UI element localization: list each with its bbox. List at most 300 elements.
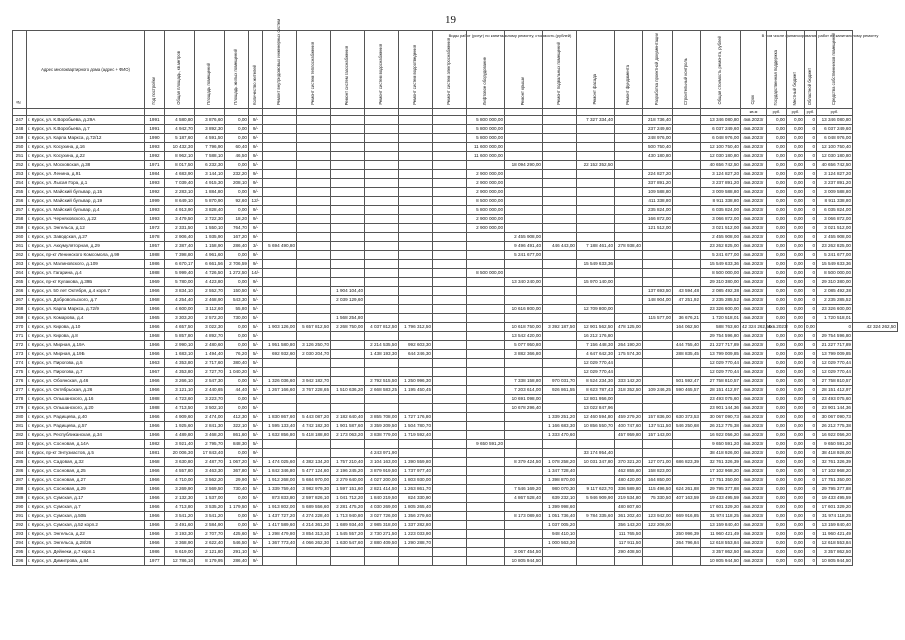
table-cell: 4кв.2023г [741,331,767,340]
column-header [643,31,673,109]
table-cell [399,358,433,367]
table-cell: 16 922 056,20 [817,430,853,439]
table-cell: 281 [13,421,27,430]
table-cell: 42 324 262,50 [741,322,767,331]
table-cell [543,556,577,565]
table-cell: 0 [805,169,817,178]
table-cell [263,214,297,223]
table-cell: 7 546 169,20 [505,484,543,493]
table-cell: 1 040,20 [225,367,249,376]
table-cell: 1 339 251,20 [543,412,577,421]
table-cell: 208,10 [225,178,249,187]
table-cell: 0,00 [767,331,787,340]
table-cell: 0,00 [767,349,787,358]
table-cell: 5 418 188,80 [297,430,331,439]
table-cell [263,250,297,259]
table-cell: 4кв.2023г [741,538,767,547]
table-cell: 4 915,30 [195,178,225,187]
table-cell: 2 821 414,50 [365,484,399,493]
table-cell [543,367,577,376]
table-cell: 624 261,88 [673,484,701,493]
table-cell: 2 283,10 [165,187,195,196]
table-cell [297,367,331,376]
table-cell: 12 030 180,80 [701,151,741,160]
table-cell: 76,20 [225,349,249,358]
table-cell: 38 418 926,00 [817,448,853,457]
table-cell: 3 502,10 [195,403,225,412]
table-cell: 4 423,80 [195,277,225,286]
table-cell: 4кв.2023г [741,115,767,124]
table-cell: 4кв.2023г [741,556,767,565]
table-cell: 7 338 158,80 [505,376,543,385]
column-header-label: Ремонт крыши [520,76,526,105]
table-cell [543,439,577,448]
unit-cell [701,108,741,115]
table-cell: 0 [805,538,817,547]
table-cell: 2 196 245,20 [331,466,365,475]
table-cell [577,250,615,259]
table-cell: 0,00 [767,385,787,394]
table-cell: 5 999,40 [165,268,195,277]
table-cell: 5 946 909,90 [577,493,615,502]
column-header [297,31,331,109]
table-cell [673,466,701,475]
table-cell: 31 974 118,25 [701,511,741,520]
table-cell: 5 241 677,00 [701,250,741,259]
table-cell: 588 763,60 [701,322,741,331]
table-cell [467,241,505,250]
table-cell [543,403,577,412]
table-cell: 1 267 166,60 [263,385,297,394]
table-cell: 1 504 780,70 [399,421,433,430]
table-cell [673,142,701,151]
table-cell: 9/- [249,178,263,187]
table-cell: 235 824,00 [643,205,673,214]
table-cell [467,160,505,169]
table-cell: 0,00 [787,547,805,556]
table-cell [467,475,505,484]
table-cell: 0 [805,493,817,502]
table-cell: 1 326 036,60 [263,376,297,385]
table-cell: 0,00 [805,322,817,331]
table-cell: 2 900 000,00 [467,169,505,178]
table-cell: 0,00 [767,511,787,520]
table-cell: 4кв.2023г [741,295,767,304]
table-cell [399,313,433,322]
table-cell: 3 193,30 [165,529,195,538]
table-cell: 10 616 800,00 [505,304,543,313]
table-cell [577,439,615,448]
table-cell [543,295,577,304]
table-cell: 0 [805,502,817,511]
table-cell [263,142,297,151]
column-header [249,31,263,109]
table-cell [297,556,331,565]
table-cell [433,475,467,484]
unit-cell [249,108,263,115]
table-row [13,367,898,376]
table-cell: 1 398 870,00 [543,475,577,484]
table-cell: 2 030 204,70 [297,349,331,358]
column-header-label: Ремонт систем газоснабжения [344,45,350,105]
table-cell: 23 493 075,60 [817,394,853,403]
table-cell: 4 961,60 [195,250,225,259]
table-cell: 3 892,30 [195,124,225,133]
table-cell [543,232,577,241]
table-cell [467,250,505,259]
address-cell: г. Курск, ул. Майский бульвар, д.15 [27,187,145,196]
table-cell [433,142,467,151]
table-cell: 8 962,10 [165,151,195,160]
table-cell: 278 938,40 [615,241,643,250]
table-row [13,304,898,313]
table-cell: 4 647 642,30 [577,349,615,358]
table-cell: 9/- [249,556,263,565]
table-cell: 0,00 [787,187,805,196]
table-cell [673,268,701,277]
table-cell: 480 807,60 [615,502,643,511]
table-cell: 1 195 450,45 [399,385,433,394]
table-cell: 1 737 977,40 [399,466,433,475]
column-header-label: Государственная поддержка [773,49,779,105]
table-cell [263,196,297,205]
table-cell: 2 985 318,00 [365,520,399,529]
table-cell: 2 132,30 [165,493,195,502]
table-row [13,124,898,133]
table-cell: 730,00 [225,313,249,322]
table-cell [399,205,433,214]
table-cell: 247 [13,115,27,124]
table-cell: 0 [805,358,817,367]
column-header-label: Ремонт систем теплоснабжения [310,42,316,105]
table-cell: 1 537,00 [195,493,225,502]
table-cell: 9 496 491,40 [505,241,543,250]
table-row [13,448,898,457]
table-cell: 336 589,80 [615,484,643,493]
table-cell: 8 500 000,00 [817,268,853,277]
table-cell [399,331,433,340]
table-cell [365,232,399,241]
table-cell: 5 684 970,00 [297,475,331,484]
table-cell: 1 683,10 [165,349,195,358]
address-cell: г. Курск, ул. Ольшанского, д.20 [27,403,145,412]
table-cell [673,196,701,205]
table-cell: 0,00 [787,295,805,304]
column-header [673,31,701,109]
table-cell: 4 726,50 [195,268,225,277]
table-cell [331,448,365,457]
address-cell: г. Курск, ул. Черняховского, д.22 [27,214,145,223]
table-cell: 7 039,40 [165,178,195,187]
column-header-label: Средства собственников помещений [831,32,837,105]
table-cell [433,169,467,178]
table-cell: 0 [805,529,817,538]
table-cell: 283 [13,439,27,448]
table-cell [331,196,365,205]
table-cell [297,151,331,160]
table-cell: 0,00 [787,124,805,133]
table-cell [263,115,297,124]
table-cell: 4кв.2023г [741,421,767,430]
table-cell: 4кв.2023г [741,367,767,376]
table-cell: 12 029 770,44 [817,367,853,376]
table-cell: 457 959,80 [615,430,643,439]
table-cell: 0 [805,520,817,529]
table-cell [331,241,365,250]
table-cell: 2 900 000,00 [467,214,505,223]
table-cell: 3 269,90 [165,484,195,493]
table-cell: 0 [805,268,817,277]
table-cell [365,313,399,322]
table-cell [433,484,467,493]
table-cell: 5/- [249,520,263,529]
table-cell: 7 156 448,30 [577,340,615,349]
table-cell [467,430,505,439]
table-cell: 4кв.2023г [741,430,767,439]
table-cell [615,331,643,340]
table-cell [467,358,505,367]
table-cell: 0,00 [787,556,805,565]
address-cell: г. Курск, ул. Сосновая, д.25 [27,466,145,475]
table-cell: 12 100 750,40 [701,142,741,151]
table-cell: 400 747,60 [615,421,643,430]
table-cell [505,313,543,322]
table-cell [263,304,297,313]
table-cell: 137 511,50 [643,421,673,430]
table-cell: 1 925,60 [165,421,195,430]
address-cell: г. Курск, ул. Энгельса, д.28/26 [27,538,145,547]
table-cell: 1 339 759,40 [263,484,297,493]
table-cell: 2 455 908,00 [505,232,543,241]
works-header-note: Виды работ (услуг) по капитальному ремонту, стоимость (рублей) [448,33,572,38]
table-cell: 0,00 [787,511,805,520]
table-row [13,376,898,385]
table-cell: 3 882 366,80 [505,349,543,358]
table-cell: 5/- [249,529,263,538]
table-cell: 1968 [145,331,165,340]
table-cell: 0,00 [225,331,249,340]
table-cell [643,502,673,511]
table-cell: 0,00 [767,340,787,349]
column-header-label: Количество жителей [252,65,258,105]
table-cell: 4 723,60 [165,394,195,403]
table-cell: 33 174 954,40 [577,448,615,457]
table-cell: 0,00 [787,385,805,394]
table-cell [399,403,433,412]
table-cell: 861,60 [225,430,249,439]
table-cell [467,529,505,538]
table-cell: 4 214 361,20 [297,520,331,529]
table-cell: 0,00 [787,178,805,187]
table-cell: 0,00 [787,304,805,313]
table-cell [433,268,467,277]
table-cell: 0,00 [767,250,787,259]
table-cell [365,241,399,250]
table-cell: 2 214 535,50 [365,340,399,349]
table-cell: 0,00 [787,502,805,511]
table-cell: 4кв.2023г [741,385,767,394]
table-cell: 254 [13,178,27,187]
table-cell [365,115,399,124]
table-cell: 3 066 872,00 [817,214,853,223]
table-cell: 5/- [249,358,263,367]
table-cell: 0,00 [787,394,805,403]
address-cell: г. Курск, ул. К.Воробьева, д.7 [27,124,145,133]
table-cell [331,259,365,268]
table-row [13,556,898,565]
table-cell: 1966 [145,385,165,394]
table-cell: 5/- [249,493,263,502]
table-cell: 5 800 000,00 [467,115,505,124]
table-cell [577,430,615,439]
table-cell [365,214,399,223]
table-row [13,457,898,466]
table-cell [433,349,467,358]
table-cell: 1988 [145,403,165,412]
table-cell: 0,00 [225,277,249,286]
table-cell: 6 035 824,00 [817,205,853,214]
table-cell: 277 [13,385,27,394]
column-header: Адрес многоквартирного дома (адрес + ФИО) [27,31,145,109]
table-cell: 1986 [145,547,165,556]
table-cell: 1 689 934,40 [331,520,365,529]
table-cell: 380,40 [225,358,249,367]
table-cell [365,403,399,412]
table-cell: 4кв.2023г [741,196,767,205]
table-cell: 22 152 352,50 [577,160,615,169]
table-cell: 7 188 461,40 [577,241,615,250]
table-cell [365,331,399,340]
table-cell: 4 580,80 [165,115,195,124]
table-cell [643,322,673,331]
table-cell: 1 884,80 [195,187,225,196]
table-cell: 0,00 [225,511,249,520]
table-cell: 0 [805,403,817,412]
table-cell [365,295,399,304]
table-cell [467,286,505,295]
table-cell: 4кв.2023г [741,223,767,232]
table-cell: 17 601 329,20 [817,502,853,511]
table-cell: 4 913,90 [165,205,195,214]
table-cell [673,367,701,376]
table-cell [365,304,399,313]
table-cell [505,295,543,304]
table-cell [643,529,673,538]
table-cell [643,259,673,268]
table-cell [543,448,577,457]
table-cell: 8 649,10 [165,196,195,205]
table-cell: 0,00 [767,493,787,502]
table-cell: 1966 [145,430,165,439]
table-cell: 1 037 005,20 [543,520,577,529]
table-cell [615,124,643,133]
table-cell [433,421,467,430]
column-header [225,31,249,109]
table-cell: 5 443 087,20 [297,412,331,421]
table-cell: 15 970 140,00 [577,277,615,286]
table-cell: 444 755,40 [673,340,701,349]
table-cell [577,133,615,142]
table-cell [297,448,331,457]
table-cell: 5 241 677,00 [817,250,853,259]
table-cell: 0 [805,484,817,493]
table-cell [643,268,673,277]
table-row [13,340,898,349]
table-cell: 3 392 187,50 [543,322,577,331]
table-cell: 1966 [145,511,165,520]
table-cell: 12 029 770,44 [817,358,853,367]
table-cell: 5/- [249,466,263,475]
table-cell: 12 801 956,00 [577,394,615,403]
column-header [263,18,297,109]
table-cell: 459 279,20 [615,412,643,421]
table-cell [577,538,615,547]
table-cell: 4кв.2023г [741,124,767,133]
table-cell: 3 838 779,00 [365,430,399,439]
table-cell: 16 212 176,80 [577,331,615,340]
table-cell: 280 [13,412,27,421]
table-cell: 1966 [145,412,165,421]
table-cell: 1 803 930,00 [399,475,433,484]
table-cell: 9/- [249,115,263,124]
table-cell: 0 [805,277,817,286]
table-cell [297,403,331,412]
table-cell [643,358,673,367]
table-cell: 2 707,70 [195,529,225,538]
table-cell: 1 250 996,30 [399,376,433,385]
table-cell: 4 353,80 [165,367,195,376]
table-cell: 0 [805,187,817,196]
table-cell: 0,00 [767,367,787,376]
table-cell [673,331,701,340]
table-cell [505,214,543,223]
table-cell: 9/- [249,133,263,142]
table-cell [365,394,399,403]
table-cell: 2 900 000,00 [467,187,505,196]
table-cell [263,439,297,448]
table-cell: 1968 [145,295,165,304]
table-row [13,511,898,520]
address-cell: г. Курск, ул. Кирова, д.8 [27,331,145,340]
table-row [13,232,898,241]
table-cell: 32 761 326,39 [817,457,853,466]
table-cell: 2 906,40 [165,232,195,241]
table-cell [467,484,505,493]
table-cell [505,529,543,538]
table-cell [615,439,643,448]
table-cell [331,232,365,241]
table-cell [673,430,701,439]
table-cell: 1966 [145,286,165,295]
table-cell: 19 433 495,59 [701,493,741,502]
table-cell: 3 027 726,00 [365,511,399,520]
table-cell: 42 324 262,50 [853,322,898,331]
table-cell: 29,90 [225,475,249,484]
table-cell [297,331,331,340]
table-cell [615,304,643,313]
address-cell: г. Курск, ул. Карла Маркса, д.72/9 [27,304,145,313]
table-cell: 5 800 000,00 [467,133,505,142]
table-cell [543,223,577,232]
unit-cell: руб. [787,108,805,115]
table-cell: 1993 [145,142,165,151]
table-cell [297,250,331,259]
table-cell: 2 281 475,20 [331,502,365,511]
table-cell: 12 029 770,44 [701,358,741,367]
table-cell: 0,00 [787,232,805,241]
table-cell: 4кв.2023г [741,340,767,349]
table-cell: 11 960 421,49 [701,529,741,538]
